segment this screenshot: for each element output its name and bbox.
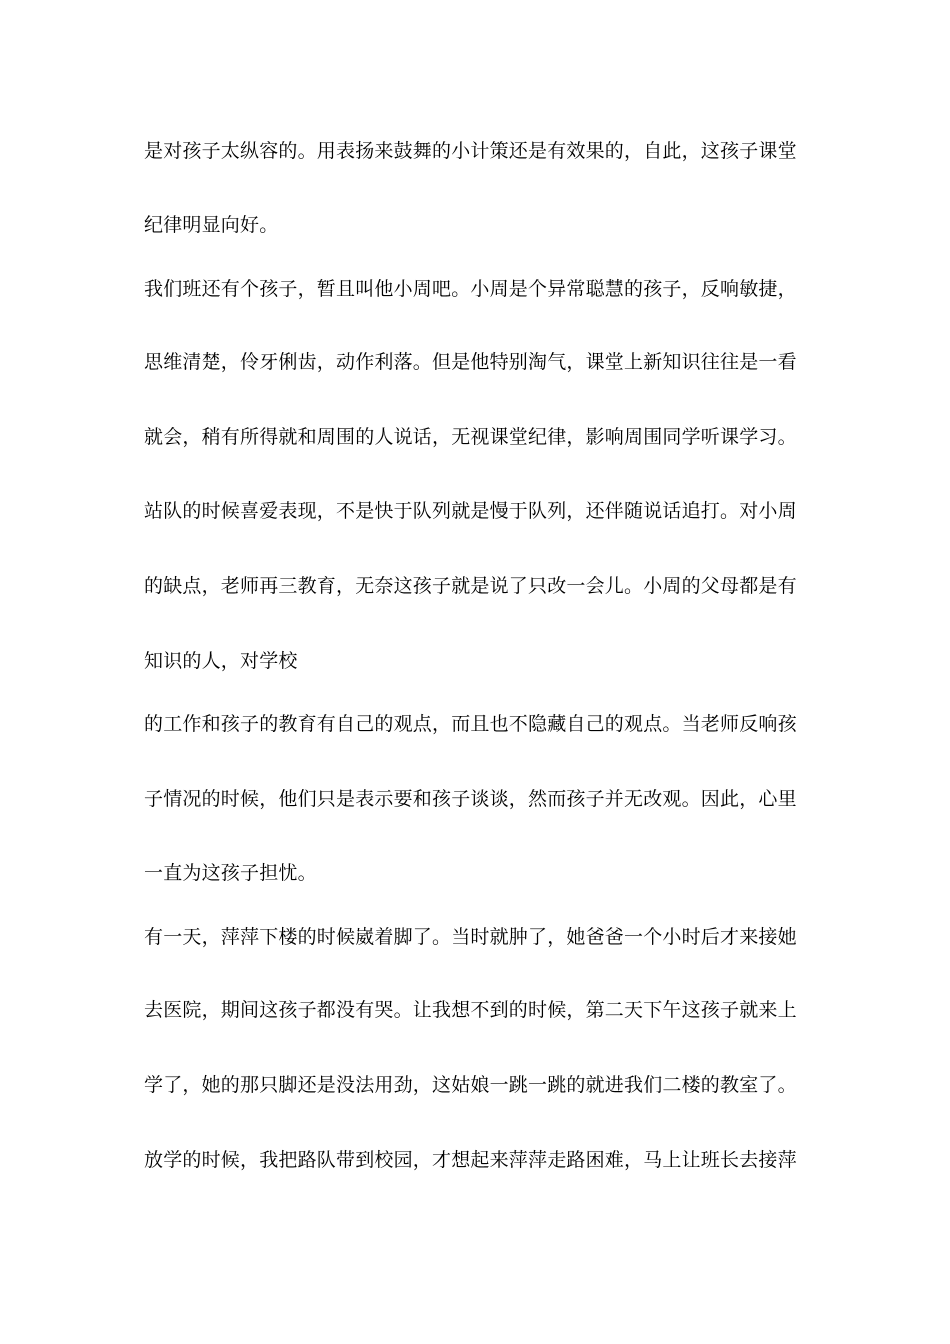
text-line: 子情况的时候，他们只是表示要和孩子谈谈，然而孩子并无改观。因此，心里 [144,788,797,810]
text-line: 站队的时候喜爱表现，不是快于队列就是慢于队列，还伴随说话追打。对小周 [144,500,797,522]
text-line: 就会，稍有所得就和周围的人说话，无视课堂纪律，影响周围同学听课学习。 [144,426,797,448]
text-line: 我们班还有个孩子，暂且叫他小周吧。小周是个异常聪慧的孩子，反响敏捷， [144,278,797,300]
text-line: 有一天，萍萍下楼的时候崴着脚了。当时就肿了，她爸爸一个小时后才来接她 [144,926,797,948]
text-line: 思维清楚，伶牙俐齿，动作利落。但是他特别淘气，课堂上新知识往往是一看 [144,351,797,373]
text-line: 纪律明显向好。 [144,214,279,236]
text-line: 放学的时候，我把路队带到校园，才想起来萍萍走路困难，马上让班长去接萍 [144,1149,797,1171]
text-line: 知识的人，对学校 [144,650,298,672]
text-line: 的工作和孩子的教育有自己的观点，而且也不隐藏自己的观点。当老师反响孩 [144,713,797,735]
text-line: 一直为这孩子担忧。 [144,862,317,884]
text-line: 是对孩子太纵容的。用表扬来鼓舞的小计策还是有效果的，自此，这孩子课堂 [144,140,797,162]
text-line: 学了，她的那只脚还是没法用劲，这姑娘一跳一跳的就进我们二楼的教室了。 [144,1074,797,1096]
text-line: 去医院，期间这孩子都没有哭。让我想不到的时候，第二天下午这孩子就来上 [144,999,797,1021]
text-line: 的缺点，老师再三教育，无奈这孩子就是说了只改一会儿。小周的父母都是有 [144,575,797,597]
